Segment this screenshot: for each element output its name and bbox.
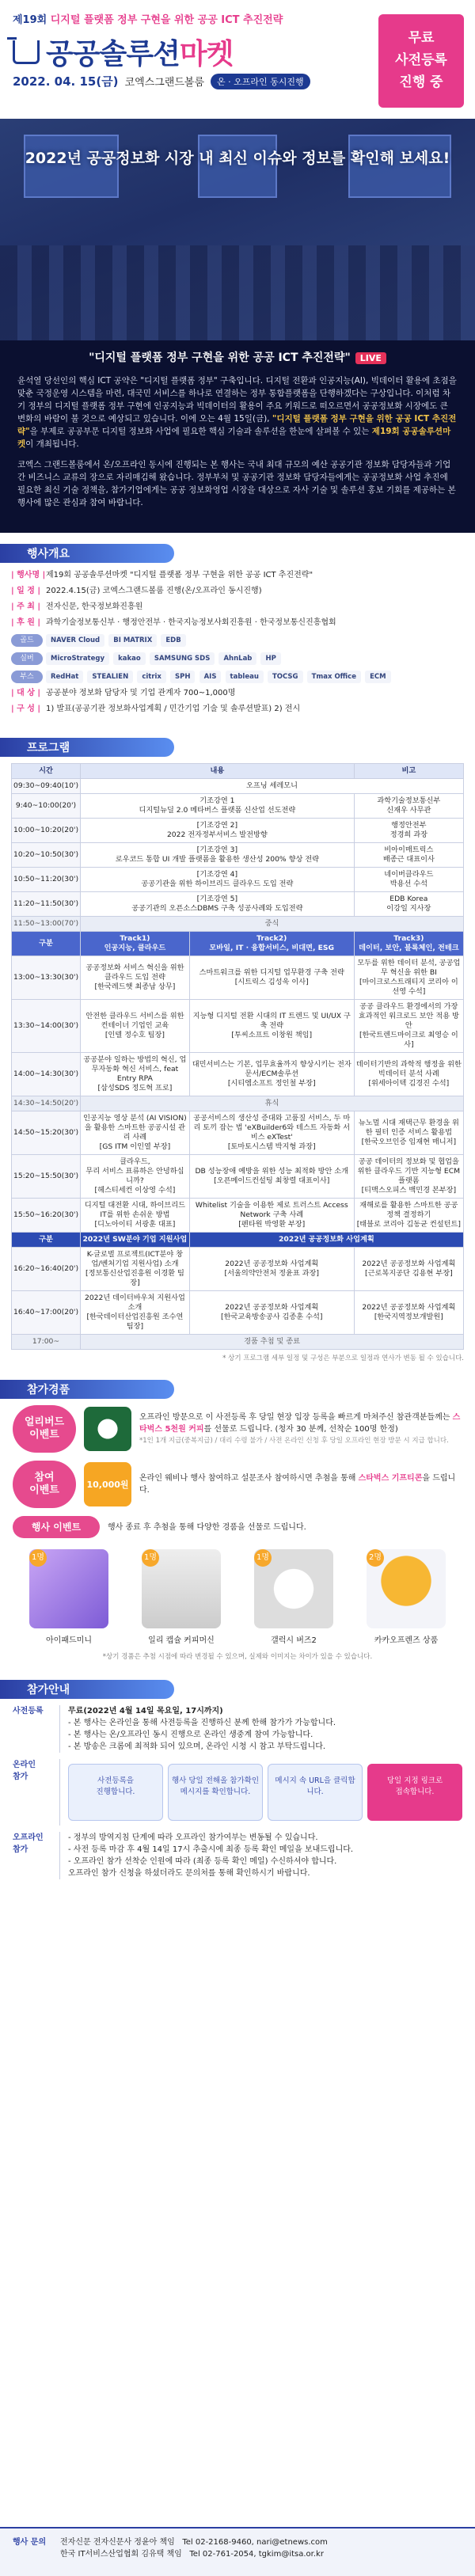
table-cell: 디지털 대전환 시대, 하이브리드 IT를 위한 손쉬운 방법 [디노아이티 서광훈 대표]: [81, 1199, 190, 1233]
table-cell: 기조강연 1 디지털뉴딜 2.0 메타버스 플랫폼 신산업 선도전략: [81, 794, 355, 819]
overview-section: [0, 569, 475, 727]
table-cell: [기조강연 2] 2022 전자정부서비스 발전방향: [81, 819, 355, 843]
intro-section: [0, 340, 475, 533]
sponsor-logo: AhnLab: [218, 652, 256, 665]
table-cell: 15:50~16:20(30'): [12, 1199, 81, 1233]
event-date: 2022. 04. 15(금): [13, 74, 119, 89]
guide-key: 온라인 참가: [13, 1759, 60, 1826]
table-row: [12, 917, 464, 932]
sponsor-logo: TOCSG: [268, 671, 303, 683]
table-cell: 11:20~11:50(30'): [12, 892, 81, 917]
contact-footer: [0, 2527, 475, 2576]
guide-row-offline: [13, 1832, 462, 1879]
intro-paragraph-1: 윤석열 당선인의 핵심 ICT 공약은 "디지털 플랫폼 정부" 구축입니다. 디지털 전환과 인공지능(AI), 빅데이터 활용에 초점을 맞춘 국정운영 시스템을 마련, 대국민 서비스를 하나로 연결하는 정부 통합플랫폼을 단행하겠다는 구상입니다. 이처럼 차기 정부의 디지털 플랫폼 정부 구현에 인공지능과 빅데이터의 활용이 주요 키워드로 떠오르면서 공공정보화 시장에도 큰 변화의 바람이 불 것으로 예상되고 있습니다. 이에 오는 4월 15일(금), "디지털 플랫폼 정부 구현을 위한 공공 ICT 추진전략"을 부제로 공공부문 디지털 정보화 사업에 필요한 핵심 기술과 솔루션을 한눈에 살펴볼 수 있는 제19회 공공솔루션마켓이 개최됩니다.: [17, 376, 457, 449]
table-cell: 안전한 클라우드 서비스를 위한 컨테이너 기업인 교육 [인텔 정수호 팀장]: [81, 1000, 190, 1053]
table-cell: 구분: [12, 932, 81, 956]
free-line-2: 사전등록: [395, 52, 447, 68]
table-row: [12, 932, 464, 956]
section-events-heading: 참가경품: [0, 1369, 475, 1405]
event-logo: [13, 32, 233, 72]
overview-row: | 주 최 | 전자신문, 한국정보화진흥원: [11, 602, 143, 611]
guide-value: 무료(2022년 4월 14일 목요일, 17시까지): [68, 1707, 223, 1715]
participation-badge: 참여 이벤트: [13, 1461, 76, 1508]
step-url: 메시지 속 URL을 클릭합니다.: [268, 1764, 363, 1821]
ev1-small: *1인 1개 지급(중복지급) / 대리 수령 불가 / 사전 온라인 신청 후 당일 오프라인 현장 방문 시 지급 합니다.: [139, 1436, 449, 1445]
prize-note: *상기 경품은 추첨 시점에 따라 변경될 수 있으며, 실제와 이미지는 차이가 있을 수 있습니다.: [102, 1653, 373, 1661]
guide-item: - 오프라인 참가 선착순 인원에 따라 (최종 등록 확인 메일) 수신하셔야 합니다.: [68, 1857, 337, 1866]
guide-item: - 정부의 방역지침 단계에 따라 오프라인 참가여부는 변동될 수 있습니다.: [68, 1833, 318, 1842]
table-cell: 11:50~13:00(70'): [12, 917, 81, 932]
table-cell: 과학기술정보통신부 신재우 사무관: [354, 794, 463, 819]
table-cell: 휴식: [81, 1096, 464, 1111]
guide-section: [0, 1705, 475, 1894]
intro-paragraph-2: 코엑스 그랜드볼룸에서 온/오프라인 동시에 진행되는 본 행사는 국내 최대 규모의 예산 공공기관 정보화 담당자들과 기업 간 비즈니스 교류의 장으로 자리매김해 왔습니다. 정부부처 및 공공기관 정보화 담당자들에게는 공공정보화 사업 추진에 필요한 최신 기술 정책을, 참가기업에게는 공공 정보화영업 시장을 대상으로 자사 기술 및 솔루션 홍보 기회를 제공하는 본 행사에 많은 관심과 참여 바랍니다.: [17, 460, 456, 507]
hero-quote: "디지털 플랫폼 정부 구현을 위한 공공 ICT 추진전략": [89, 351, 351, 364]
prize-item: [246, 1549, 341, 1645]
ev2-text2: 을 드립니다.: [139, 1474, 456, 1495]
overview-row: | 행사명 | 제19회 공공솔루션마켓 "디지털 플랫폼 정부 구현을 위한 공공 ICT 추진전략": [11, 571, 314, 579]
table-cell: 경품 추첨 및 종료: [81, 1335, 464, 1350]
section-guide-heading: 참가안내: [0, 1669, 475, 1705]
section-overview-heading: 행사개요: [0, 533, 475, 569]
table-head: 시간: [12, 764, 81, 779]
table-cell: 10:50~11:20(30'): [12, 868, 81, 892]
table-cell: DB 성능장애 예방을 위한 성능 최적화 방안 소개 [오픈메이드컨설팅 최창렬 대표이사]: [189, 1155, 354, 1199]
table-head: 비고: [354, 764, 463, 779]
sponsor-logo: STEALIEN: [87, 671, 133, 683]
table-cell: 구분: [12, 1233, 81, 1248]
hero-banner: [0, 0, 475, 340]
table-cell: 뉴노멀 시대 재택근무 환경을 위한 필터 인증 서비스 활용법 [한국오브인증 임재현 매니저]: [354, 1111, 463, 1155]
table-row: [12, 956, 464, 1000]
sponsor-logo: BI MATRIX: [108, 634, 157, 647]
table-cell: 공공서비스의 생산성 증대와 고품질 서비스, 두 마리 토끼 잡는 법 'eXBuilder6와 테스트 자동화 서비스 eXTest' [토마토시스템 박지형 과장]: [189, 1111, 354, 1155]
logo-title-b: 마켓: [179, 38, 234, 70]
table-cell: 2022년 공공정보화 사업계획 [한국지역정보개발원]: [354, 1291, 463, 1335]
table-cell: EDB Korea 이강일 지사장: [354, 892, 463, 917]
ev1-text2: 를 선물로 드립니다. (청자 30 분께, 선착순 100명 한정): [203, 1424, 398, 1434]
prize-name: 일리 캡슐 커피머신: [148, 1636, 215, 1645]
sponsor-logo: SAMSUNG SDS: [150, 652, 215, 665]
step-connect: 당일 지정 링크로 접속합니다.: [367, 1764, 462, 1821]
earbuds-icon: [254, 1549, 333, 1628]
table-row: [12, 1233, 464, 1248]
cart-icon: [13, 40, 40, 64]
prize-name: 아이패드미니: [46, 1636, 92, 1645]
sponsor-logo: kakao: [113, 652, 146, 665]
sponsor-logo: SPH: [170, 671, 195, 683]
program-note: * 상기 프로그램 세부 일정 및 구성은 부분으로 일정과 연사가 변동 될 수 있습니다.: [222, 1354, 464, 1362]
table-cell: 13:00~13:30(30'): [12, 956, 81, 1000]
sponsor-logo: MicroStrategy: [46, 652, 109, 665]
guide-row-online: [13, 1759, 462, 1826]
table-row: [12, 779, 464, 794]
table-cell: 2022년 공공정보화 사업계획: [189, 1233, 463, 1248]
table-cell: Track3) 데이터, 보안, 블록체인, 전테크: [354, 932, 463, 956]
prize-item: [359, 1549, 454, 1645]
crowd-shape: [0, 245, 475, 340]
table-cell: 공공 데이터의 정보화 및 협업을 위한 클라우드 기반 지능형 ECM 플랫폼 [티맥스오피스 백민경 본부장]: [354, 1155, 463, 1199]
sponsor-group-gold: 골드 NAVER Cloud BI MATRIX EDB: [11, 633, 464, 648]
sponsor-logo: EDB: [161, 634, 185, 647]
coffee-cup-icon: [84, 1407, 131, 1451]
free-registration-badge[interactable]: [378, 14, 464, 108]
table-cell: 10:00~10:20(20'): [12, 819, 81, 843]
prize-count: 1명: [142, 1549, 159, 1567]
overview-row: | 구 성 | 1) 발표(공공기관 정보화사업계획 / 민간기업 기술 및 솔루션발표) 2) 전시: [11, 705, 301, 713]
program-table: [11, 763, 464, 1350]
table-cell: [기조강연 5] 공공기관의 오픈소스DBMS 구축 성공사례와 도입전략: [81, 892, 355, 917]
events-section: [0, 1405, 475, 1669]
event-round: 제19회 디지털 플랫폼 정부 구현을 위한 공공 ICT 추진전략: [13, 14, 283, 26]
sponsor-logo: HP: [260, 652, 280, 665]
footer-contact-1: 전자신문 전자신문사 정윤아 책임: [60, 2538, 175, 2547]
sponsor-logo: AIS: [200, 671, 222, 683]
prize-name: 카카오프렌즈 상품: [374, 1636, 439, 1645]
overview-row: | 후 원 | 과학기술정보통신부 · 행정안전부 · 한국지능정보사회진흥원 · 한국정보통신진흥협회: [11, 618, 336, 627]
table-cell: 공공분야 일하는 방법의 혁신, 업무자동화 혁신 서비스, feat Entry RPA [삼성SDS 정도혁 프로]: [81, 1053, 190, 1096]
table-cell: 네이버클라우드 박용선 수석: [354, 868, 463, 892]
coupon-icon: [84, 1462, 131, 1506]
table-head: 내용: [81, 764, 355, 779]
table-cell: [기조강연 3] 로우코드 통합 UI 개발 플랫폼을 활용한 생산성 200% 향상 전략: [81, 843, 355, 868]
table-cell: 데이터기반의 과학적 행정을 위한 빅데이터 분석 사례 [위세아이텍 김경진 수석]: [354, 1053, 463, 1096]
ev2-em: 스타벅스 기프티콘: [358, 1474, 423, 1483]
section-program-heading: 프로그램: [0, 727, 475, 763]
coffee-machine-icon: [142, 1549, 221, 1628]
logo-title-a: 공공솔루션: [46, 38, 180, 70]
prize-item: [21, 1549, 116, 1645]
character-doll-icon: [367, 1549, 446, 1628]
table-cell: Whitelist 기술을 이용한 제로 트러스트 Access Network 구축 사례 [펜타원 박영환 부장]: [189, 1199, 354, 1233]
table-cell: 2022년 공공정보화 사업계획 [근로복지공단 김용현 부장]: [354, 1248, 463, 1291]
sponsor-logo: ECM: [365, 671, 391, 683]
guide-key: 사전등록: [13, 1705, 60, 1753]
table-row: [12, 1111, 464, 1155]
sponsor-group-silver: 실버 MicroStrategy kakao SAMSUNG SDS AhnLab HP: [11, 651, 464, 666]
live-badge: LIVE: [355, 352, 386, 364]
online-chip: 온 · 오프라인 동시진행: [211, 74, 310, 89]
ev3-text: 행사 종료 후 추첨을 통해 다양한 경품을 선물로 드립니다.: [108, 1522, 306, 1532]
guide-row-registration: [13, 1705, 462, 1753]
prize-list: [13, 1546, 462, 1648]
coupon-value: 10,000원: [86, 1480, 129, 1490]
table-row: [12, 1155, 464, 1199]
event-venue: 코엑스그랜드볼룸: [124, 77, 205, 89]
lucky-draw-event: [13, 1516, 462, 1538]
step-message: 행사 당일 전해올 참가확인 메시지를 확인합니다.: [168, 1764, 263, 1821]
table-cell: 재해로를 활용한 스마트한 공공 정책 결정하기 [태블로 코리아 김동균 컨설턴트]: [354, 1199, 463, 1233]
table-cell: 공공 클라우드 환경에서의 가장 효과적인 워크로드 보안 적용 방안 [한국트렌드마이크로 최영승 이사]: [354, 1000, 463, 1053]
table-cell: 17:00~: [12, 1335, 81, 1350]
table-cell: 오프닝 세레모니: [81, 779, 464, 794]
program-section: [0, 763, 475, 1369]
ev2-text: 온라인 웨비나 행사 참여하고 설문조사 참여하시면 추첨을 통해: [139, 1474, 359, 1483]
table-cell: 9:40~10:00(20'): [12, 794, 81, 819]
footer-contact-2: 한국 IT서비스산업협회 김유택 책임: [60, 2550, 182, 2559]
table-row: [12, 1096, 464, 1111]
table-cell: 클라우드, 무리 서비스 표류하은 안녕하십니까? [헤스티세컨 이상영 수석]: [81, 1155, 190, 1199]
guide-item: - 사전 등록 마감 후 4월 14일 17시 추출시에 최종 등록 확인 메일을 보내드립니다.: [68, 1845, 354, 1854]
hero-headline: 2022년 공공정보화 시장 내 최신 이슈와 정보를 확인해 보세요!: [25, 150, 450, 167]
table-cell: 공공정보화 서비스 혁신을 위한 클라우드 도입 전략 [한국레드햇 최종남 상무]: [81, 956, 190, 1000]
sponsor-logo: NAVER Cloud: [46, 634, 104, 647]
guide-key: 오프라인 참가: [13, 1832, 60, 1879]
table-cell: 16:40~17:00(20'): [12, 1291, 81, 1335]
sponsor-logo: RedHat: [46, 671, 83, 683]
table-row: [12, 1199, 464, 1233]
prize-item: [134, 1549, 229, 1645]
table-cell: 인공지능 영상 분석 (AI VISION)을 활용한 스마트한 공공시설 관리 사례 [GS ITM 이인열 부장]: [81, 1111, 190, 1155]
table-cell: 10:20~10:50(30'): [12, 843, 81, 868]
table-cell: 2022년 공공정보화 사업계획 [한국교육방송공사 김종훈 수석]: [189, 1291, 354, 1335]
guide-item: - 본 방송은 크롬에 최적화 되어 있으며, 온라인 시청 시 참고 부탁드립니다.: [68, 1742, 326, 1751]
table-cell: 행정안전부 정경희 과장: [354, 819, 463, 843]
table-row: [12, 1053, 464, 1096]
participation-event: [13, 1461, 462, 1508]
footer-tel-1[interactable]: Tel 02-2168-9460, nari@etnews.com: [182, 2538, 328, 2547]
table-cell: 16:20~16:40(20'): [12, 1248, 81, 1291]
early-bird-badge: 얼리버드 이벤트: [13, 1405, 76, 1453]
prize-count: 1명: [254, 1549, 272, 1567]
step-register: 사전등록을 진행합니다.: [68, 1764, 163, 1821]
sponsor-group-booth: 부스 RedHat STEALIEN citrix SPH AIS tableau TOCSG Tmax Office ECM: [11, 669, 464, 684]
table-cell: 모두를 위한 데이터 분석, 공공업무 혁신을 위한 BI [마이크로스트래티지 코리아 이선영 수석]: [354, 956, 463, 1000]
footer-tel-2[interactable]: Tel 02-761-2054, tgkim@itsa.or.kr: [189, 2550, 324, 2559]
table-cell: 2022년 공공정보화 사업계획 [서울의약안전처 정윤표 과장]: [189, 1248, 354, 1291]
event-date-row: [13, 73, 310, 89]
prize-count: 1명: [29, 1549, 47, 1567]
prize-count: 2명: [367, 1549, 384, 1567]
guide-item: 오프라인 참가 신청을 하셨더라도 문의처를 통해 확인하시기 바랍니다.: [68, 1869, 310, 1878]
table-cell: 2022년 SW분야 기업 지원사업: [81, 1233, 190, 1248]
table-cell: K-글로벌 프로젝트(ICT분야 창업/벤처기업 지원사업) 소개 [정보통신산업진흥원 이경환 팀장]: [81, 1248, 190, 1291]
table-row: [12, 843, 464, 868]
table-cell: 14:50~15:20(30'): [12, 1111, 81, 1155]
table-cell: [기조강연 4] 공공기관을 위한 하이브리드 클라우드 도입 전략: [81, 868, 355, 892]
table-cell: 지능형 디지털 전환 시대의 IT 트렌드 및 UI/UX 구축 전략 [투씨소프트 이창원 책임]: [189, 1000, 354, 1053]
table-row: [12, 892, 464, 917]
overview-row: | 일 정 | 2022.4.15(금) 코엑스그랜드볼룸 진행(온/오프라인 동시진행): [11, 587, 262, 595]
table-row: [12, 819, 464, 843]
table-cell: 14:30~14:50(20'): [12, 1096, 81, 1111]
table-row: [12, 868, 464, 892]
table-row: [12, 1000, 464, 1053]
table-cell: 비아이매트릭스 배종근 대표이사: [354, 843, 463, 868]
tablet-icon: [29, 1549, 108, 1628]
sponsor-logo: citrix: [137, 671, 166, 683]
free-line-3: 진행 중: [399, 74, 443, 90]
table-cell: 13:30~14:00(30'): [12, 1000, 81, 1053]
table-row: [12, 794, 464, 819]
table-cell: Track2) 모바일, IT · 융합서비스, 비대면, ESG: [189, 932, 354, 956]
lucky-draw-badge: 행사 이벤트: [13, 1516, 100, 1538]
table-row: [12, 1335, 464, 1350]
table-cell: 대민서비스는 기본, 업무효율까지 향상시키는 전자문서/ECM솔루션 [시티엠소프트 정인철 부장]: [189, 1053, 354, 1096]
table-cell: 09:30~09:40(10'): [12, 779, 81, 794]
table-cell: Track1) 인공지능, 클라우드: [81, 932, 190, 956]
table-cell: 14:00~14:30(30'): [12, 1053, 81, 1096]
ev1-text: 오프라인 방문으로 이 사전등록 후 당일 현장 입장 등록을 빠르게 마쳐주신 참관객분들께는: [139, 1412, 450, 1422]
table-cell: 2022년 데이터바우처 지원사업 소개 [한국데이터산업진흥원 조수연 팀장]: [81, 1291, 190, 1335]
free-line-1: 무료: [408, 30, 435, 46]
footer-key: 행사 문의: [13, 2538, 47, 2547]
sponsor-logo: Tmax Office: [307, 671, 361, 683]
table-row: [12, 1291, 464, 1335]
ev1-em: 스타벅스 5천원 커피: [139, 1412, 461, 1434]
prize-name: 갤럭시 버즈2: [271, 1636, 317, 1645]
overview-row: | 대 상 | 공공분야 정보화 담당자 및 기업 관계자 700~1,000명: [11, 689, 236, 697]
sponsor-logo: tableau: [226, 671, 264, 683]
table-cell: 15:20~15:50(30'): [12, 1155, 81, 1199]
table-cell: 스마트워크를 위한 디지털 업무환경 구축 전략 [시트릭스 김성욱 이사]: [189, 956, 354, 1000]
table-cell: 중식: [81, 917, 464, 932]
guide-item: - 본 행사는 온라인을 통해 사전등록을 진행하신 분께 한해 참가가 가능합니다.: [68, 1719, 336, 1727]
table-row: [12, 1248, 464, 1291]
early-bird-event: [13, 1405, 462, 1453]
guide-item: - 본 행사는 온/오프라인 동시 진행으로 온라인 생중계 참여 가능합니다.: [68, 1731, 314, 1739]
